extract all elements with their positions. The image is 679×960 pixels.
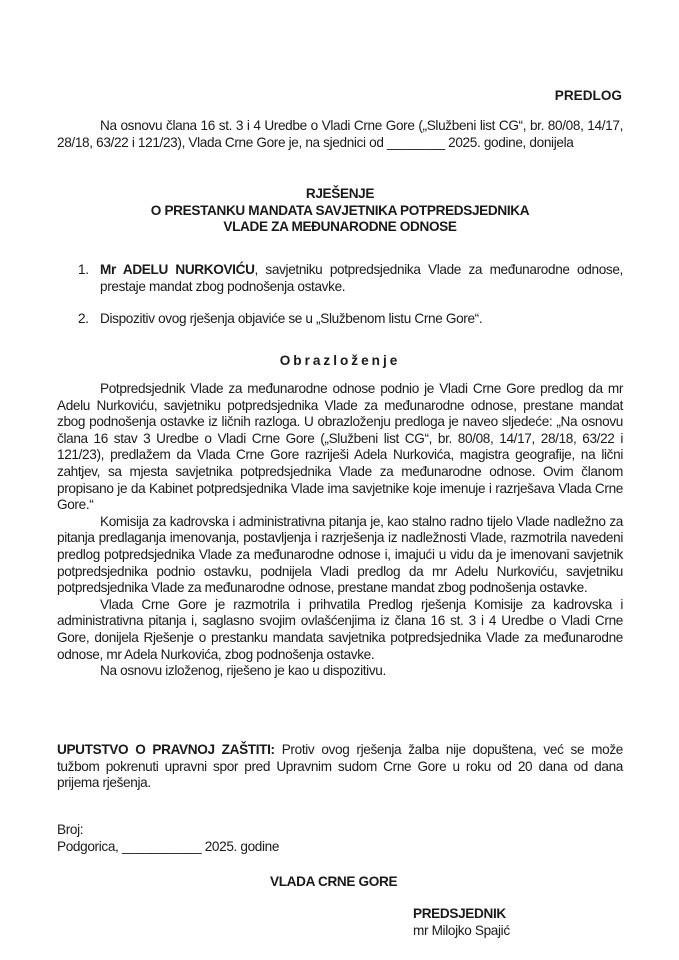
proposal-label: PREDLOG (554, 88, 622, 103)
signatory-name: mr Milojko Spajić (413, 922, 510, 938)
intro-paragraph (57, 118, 623, 151)
signature-block (413, 906, 510, 939)
intro-text-end: 2025. godine, donijela (448, 134, 574, 150)
decision-title (57, 186, 623, 236)
intro-text: Na osnovu člana 16 st. 3 i 4 Uredbe o Vladi Crne Gore („Službeni list CG“, br. 80/08, 14/17, 28/18, 63/22 i 121/23), Vlada Crne Gore je, na sjednici od (57, 118, 623, 150)
issuer: VLADA CRNE GORE (270, 874, 398, 889)
item-bold-lead: Mr ADELU NURKOVIĆU (100, 262, 255, 277)
place-date-line (57, 839, 279, 856)
signatory-title: PREDSJEDNIK (413, 906, 506, 921)
item-number: 1. (78, 262, 89, 277)
year-suffix: 2025. godine (204, 838, 280, 854)
reasoning-paragraph: Potpredsjednik Vlade za međunarodne odnose podnio je Vladi Crne Gore predlog da mr Adelu Nurkoviću, savjetniku potpredsjednika Vlade za međunarodne odnose, prestane mandat zbog podnošenja ostavke iz ličnih razloga. U obrazloženju predloga je naveo sljedeće: „Na osnovu člana 16 stav 3 Uredbe o Vladi Crne Gore („Službeni list CG“, br. 80/08, 14/17, 28/18, 63/22 i 121/23), predlažem da Vlada Crne Gore razriješi Adela Nurkovića, magistra geografije, na lični zahtjev, sa mjesta savjetnika potpredsjednika Vlade za međunarodne odnose. Ovim članom propisano je da Kabinet potpredsjednika Vlade ima savjetnike koje imenuje i razrješava Vlada Crne Gore.“ (57, 381, 623, 513)
reasoning-paragraph: Vlada Crne Gore je razmotrila i prihvatila Predlog rješenja Komisije za kadrovska i administrativna pitanja i, saglasno svojim ovlašćenjima iz člana 16 st. 3 i 4 Uredbe o Vladi Crne Gore, donijela Rješenje o prestanku mandata savjetnika potpredsjednika Vlade za međunarodne odnose, mr Adela Nurkovića, zbog podnošenja ostavke. (57, 596, 623, 662)
item-text: , savjetniku potpredsjednika Vlade za međunarodne odnose, prestaje mandat zbog podnošenja ostavke. (100, 262, 623, 294)
title-line-3: VLADE ZA MEĐUNARODNE ODNOSE (223, 219, 457, 235)
title-line-1: RJEŠENJE (305, 186, 375, 201)
legal-remedy (57, 742, 623, 792)
dispositive-list (57, 262, 623, 344)
reference-block (57, 822, 279, 855)
place: Podgorica, (57, 838, 119, 854)
item-text: Dispozitiv ovog rješenja objaviće se u „Službenom listu Crne Gore“. (100, 311, 483, 327)
reasoning-paragraph: Na osnovu izloženog, riješeno je kao u dispozitivu. (100, 663, 386, 679)
legal-remedy-label: UPUTSTVO O PRAVNOJ ZAŠTITI: (57, 742, 275, 757)
date-blank: ___________ (121, 838, 202, 854)
reasoning-body (57, 381, 623, 680)
legal-remedy-text: Protiv ovog rješenja žalba nije dopuštena, već se može tužbom pokrenuti upravni spor pred Upravnim sudom Crne Gore u roku od 20 dana od dana prijema rješenja. (57, 742, 623, 791)
title-line-2: O PRESTANKU MANDATA SAVJETNIKA POTPREDSJEDNIKA (150, 202, 530, 218)
intro-date-blank: ________ (387, 134, 445, 150)
dispositive-item (57, 311, 623, 328)
reasoning-paragraph: Komisija za kadrovska i administrativna pitanja je, kao stalno radno tijelo Vlade nadležno za pitanja predlaganja imenovanja, postavljenja i razrješenja iz nadležnosti Vlade, razmotrila navedeni predlog potpredsjednika Vlade za međunarodne odnose i, imajući u vidu da je imenovani savjetnik potpredsjednika podnio ostavku, podnijela Vladi predlog da mr Adelu Nurkoviću, savjetniku potpredsjednika Vlade za međunarodne odnose, prestane mandat zbog podnošenja ostavke. (57, 513, 623, 596)
dispositive-item (57, 262, 623, 295)
number-label: Broj: (57, 822, 84, 837)
item-number: 2. (78, 311, 89, 327)
reasoning-heading: Obrazloženje (279, 353, 401, 368)
